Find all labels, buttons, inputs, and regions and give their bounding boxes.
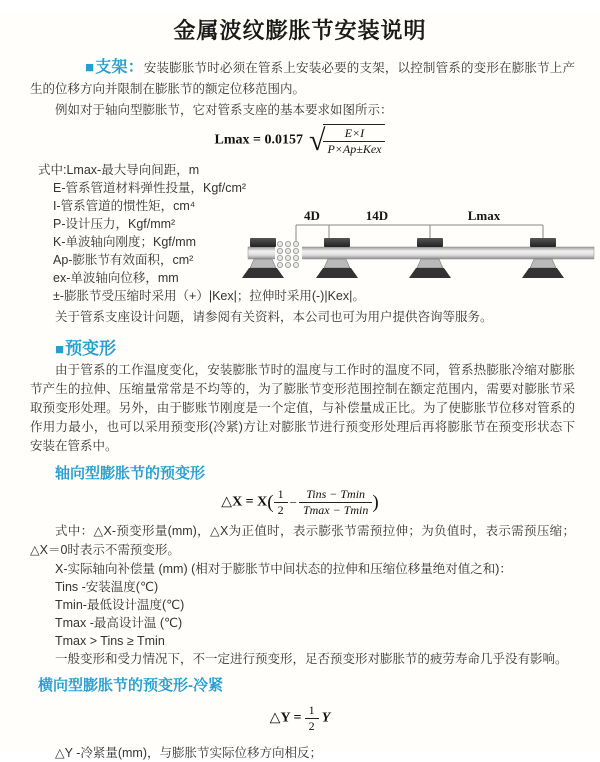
lmax-formula-lhs: Lmax = 0.0157 — [214, 132, 303, 148]
lateral-formula-rhs: Y — [321, 710, 331, 726]
support-heading-label: 支架： — [95, 59, 144, 76]
axial-formula — [0, 487, 600, 518]
document-page — [0, 14, 600, 760]
lmax-fraction-denominator: P×Ap±Kex — [323, 141, 385, 157]
temperature-fraction: $\frac{\text{Tins − Tmin}}{Tmax - Tmin}$ — [299, 487, 372, 518]
dim-label-14d: 14D — [365, 208, 389, 223]
section-bullet-icon: ■ — [55, 341, 65, 358]
sqrt-radical-icon: √ $\frac{E\times I}{\text{P×Ap±Kex}}$ — [309, 124, 385, 157]
axial-subtitle: 轴向型膨胀节的预变形 — [55, 465, 206, 482]
legend-line: K-单波轴向刚度；Kgf/mm — [53, 235, 197, 249]
lmax-fraction-numerator: E×I — [344, 126, 365, 140]
support-note-text: 关于管系支座设计问题，请参阅有关资料，本公司也可为用户提供咨询等服务。 — [55, 310, 493, 324]
lateral-formula — [0, 703, 600, 734]
lmax-formula — [0, 124, 600, 157]
lateral-subtitle: 横向型膨胀节的预变形-冷紧 — [38, 677, 223, 694]
section-bullet-icon: ■ — [85, 59, 95, 76]
support-section-heading — [85, 59, 144, 76]
page-title: 金属波纹膨胀节安装说明 — [173, 18, 427, 43]
legend-line: P-设计压力，Kgf/mm² — [53, 217, 176, 231]
close-paren: ) — [372, 492, 379, 513]
legend-line: 式中:Lmax-最大导向间距，m — [38, 163, 200, 177]
dim-label-4d: 4D — [304, 208, 320, 223]
axial-item: 一般变形和受力情况下，不一定进行预变形，足否预变形对膨胀节的疲劳寿命几乎没有影响。 — [55, 652, 568, 666]
support-intro-paragraph — [30, 57, 575, 100]
predeform-body-text: 由于管系的工作温度变化，安装膨胀节时的温度与工作时的温度不同，管系热膨胀冷缩对膨胀节产生的拉伸、压缩量常常是不均等的，为了膨胀节变形范围控制在额定范围内，需要对膨胀节采取预变形处理。另外，由于膨账节刚度是一个定值，与补偿量成正比。为了使膨胀节位移对管系的作用力最小，也可以采用预变形(冷紧)方让对膨胀节进行预变形处理后再将膨胀节在预变形状态下安装在管系中。 — [30, 363, 575, 453]
predeform-section-heading — [55, 334, 600, 359]
legend-line: Ap-膨胀节有效面积，cm² — [53, 253, 194, 267]
legend-line: ±-膨胀节受压缩时采用（+）|Kex|；拉伸时采用(-)|Kex|。 — [53, 289, 365, 303]
minus-operator: − — [289, 495, 297, 510]
support-intro-text: 安装膨胀节时必须在管系上安装必要的支架，以控制管系的变形在膨胀节上产生的位移方向并限制在膨胀节的额定位移范围内。 — [30, 61, 575, 96]
axial-item: Tins -安装温度(℃) — [55, 580, 159, 594]
axial-item: X-实际轴向补偿量 (mm) (相对于膨胀节中间状态的拉伸和压缩位移量绝对值之和)： — [55, 562, 512, 576]
predeform-heading-label: 预变形 — [65, 339, 117, 358]
axial-explain-text: 式中：△X-预变形量(mm)，△X为正值时，表示膨张节需预拉伸；为负值时，表示需预压缩；△X＝0时表示不需预变形。 — [30, 524, 575, 557]
axial-item: Tmin-最低设计温度(℃) — [55, 598, 185, 612]
bellows-icon — [275, 241, 302, 267]
pipe-support-diagram — [246, 206, 598, 306]
legend-line: E-管系管道材料弹性投量，Kgf/cm² — [53, 181, 247, 195]
axial-formula-lhs: △X = X — [221, 494, 268, 510]
axial-item: Tmax > Tins ≥ Tmin — [55, 634, 165, 648]
axial-item-list — [0, 560, 600, 668]
lateral-note-text: △Y -冷紧量(mm)，与膨胀节实际位移方向相反； — [55, 746, 323, 760]
open-paren: ( — [267, 492, 274, 513]
half-fraction: $\frac{1}{2}$ — [305, 703, 319, 734]
support-example-text: 例如对于轴向型膨胀节，它对管系支座的基本要求如图所示： — [55, 103, 393, 117]
legend-line: I-管系管道的惯性矩，cm⁴ — [53, 199, 196, 213]
axial-item: Tmax -最高设计温 (℃) — [55, 616, 183, 630]
half-fraction: $\frac{1}{2}$ — [274, 487, 288, 518]
lateral-formula-lhs: △Y = — [269, 710, 302, 726]
lmax-fraction — [323, 126, 385, 157]
legend-line: ex-单波轴向位移，mm — [53, 271, 179, 285]
dim-label-lmax: Lmax — [467, 208, 501, 223]
